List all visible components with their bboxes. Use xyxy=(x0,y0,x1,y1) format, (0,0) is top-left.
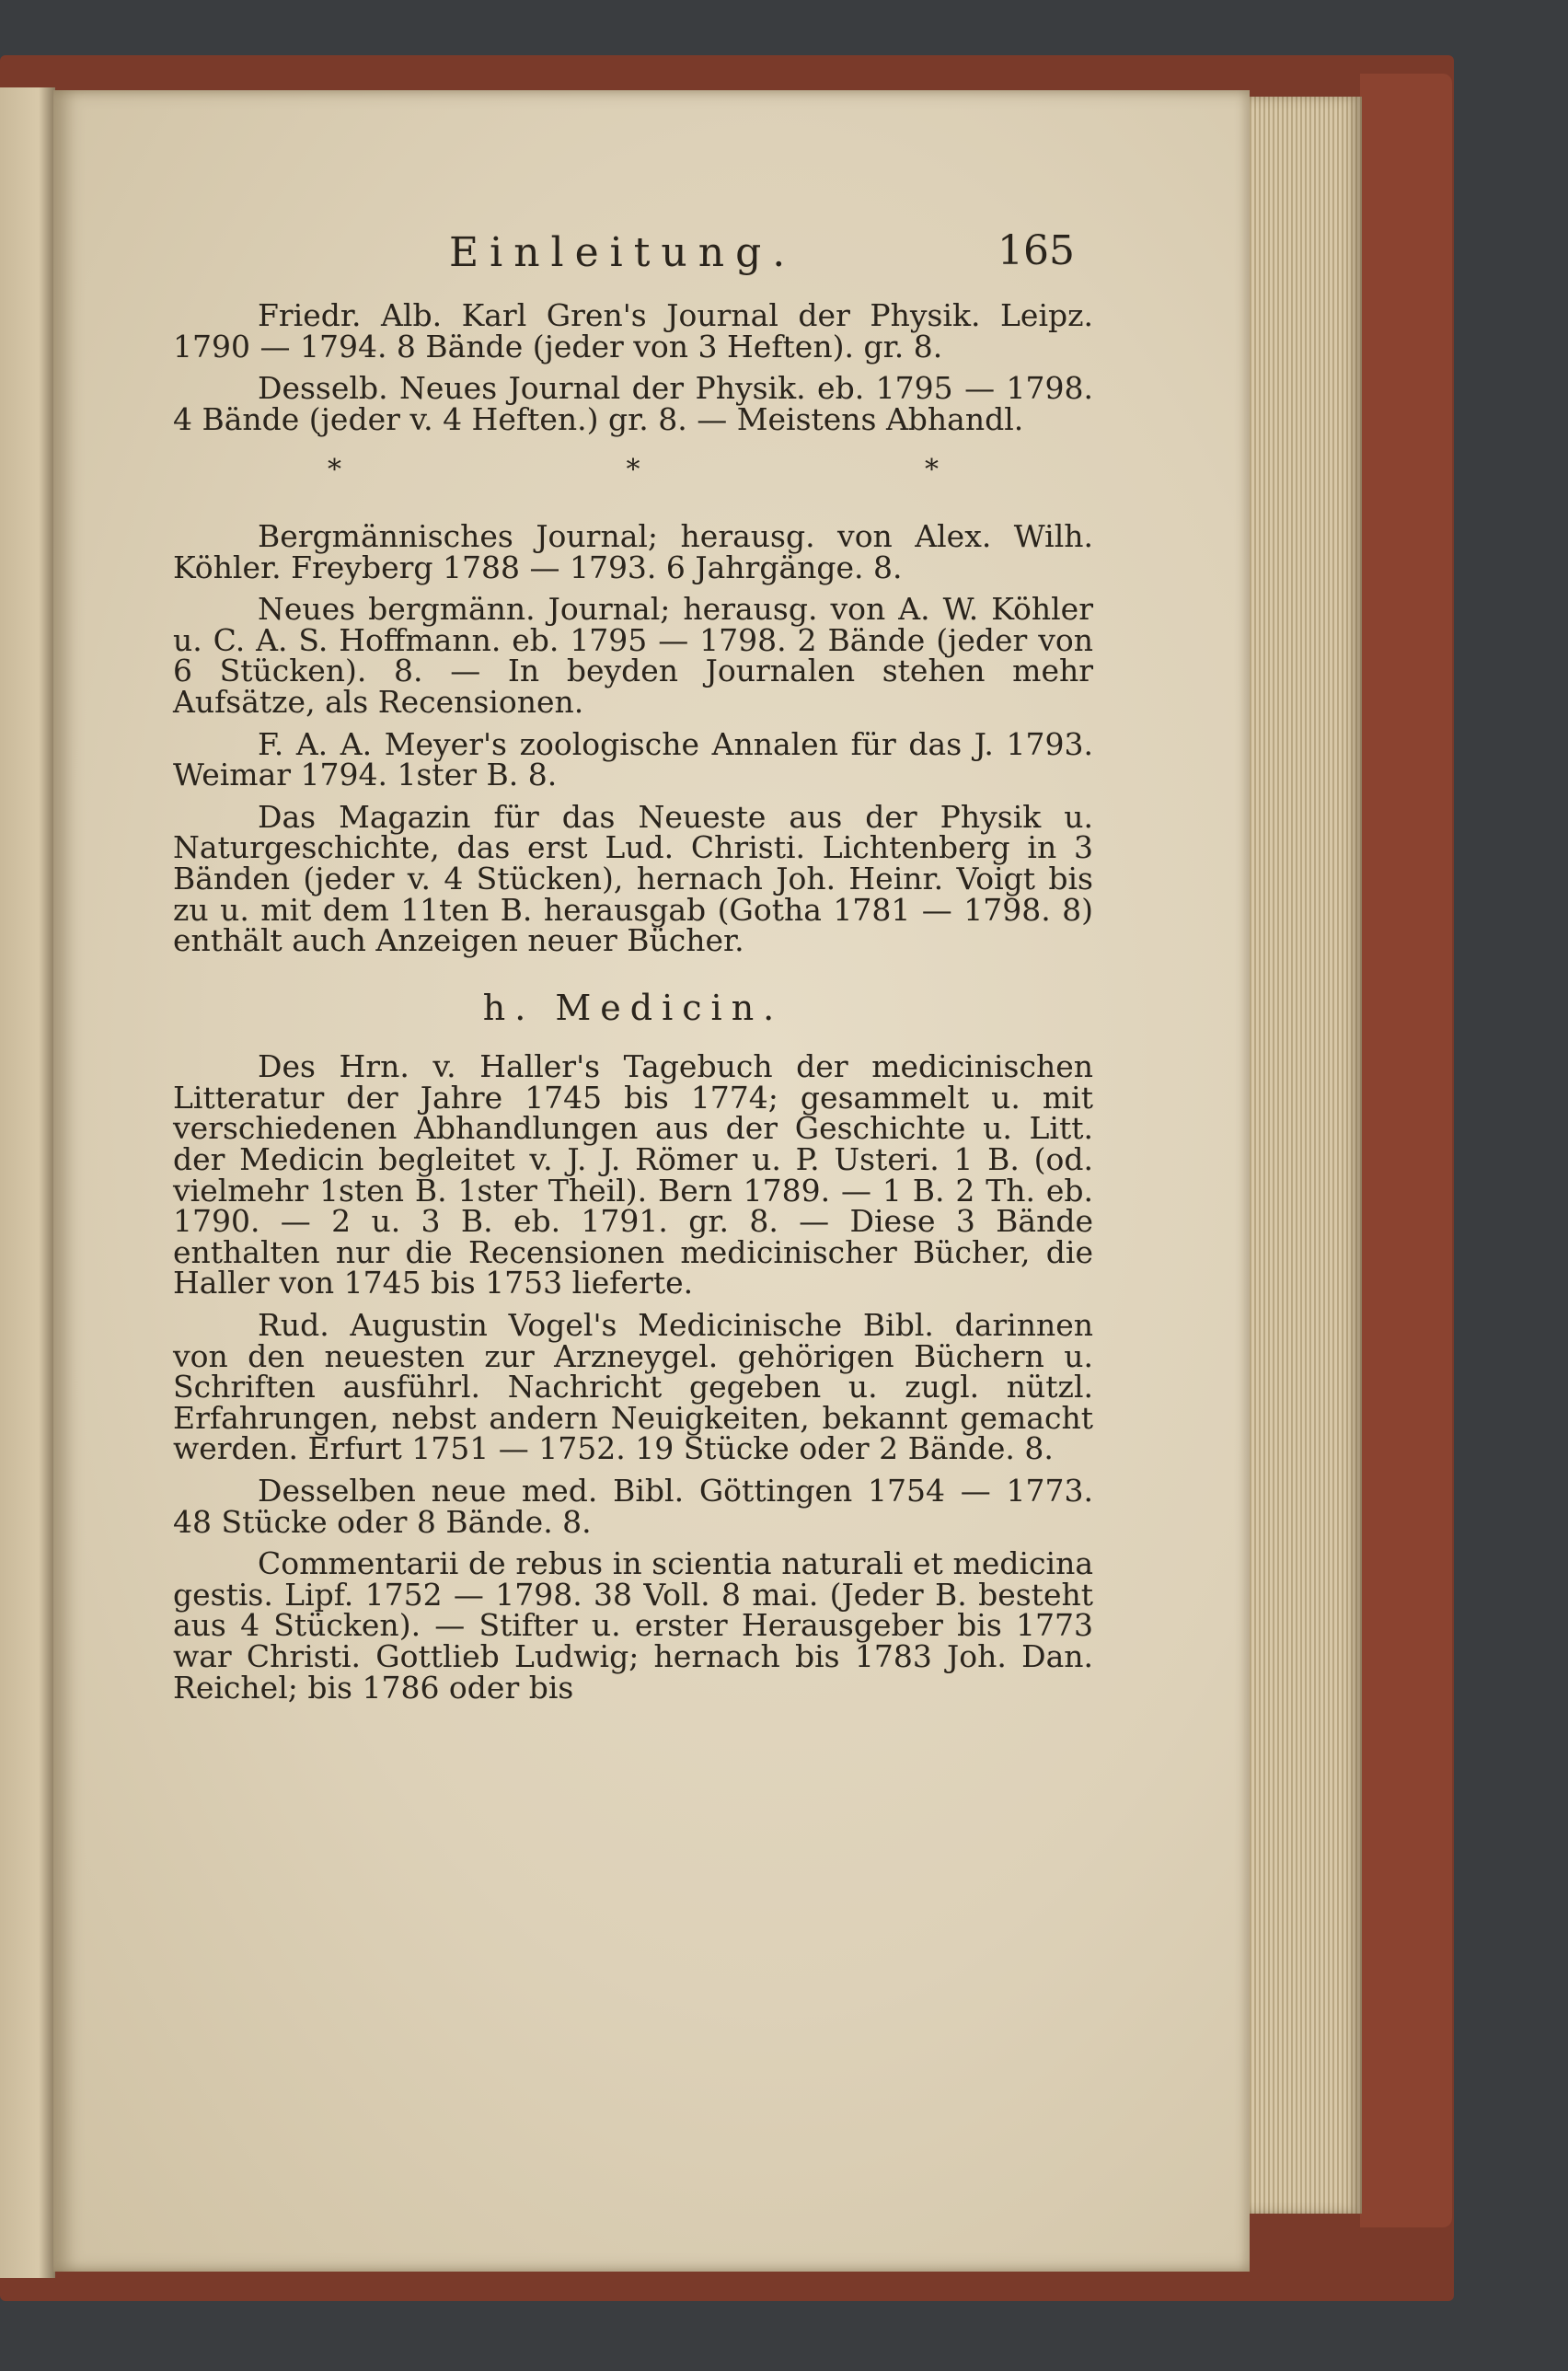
bibliography-entry: Rud. Augustin Vogel's Medicinische Bibl. darinnen von den neuesten zur Arzneygel. gehörigen Büchern u. Schriften ausführl. Nachricht gegeben u. zugl. nützl. Erfahrungen, nebst andern Neuigkeiten, bekannt gemacht werden. Erfurt 1751 — 1752. 19 Stücke oder 2 Bände. 8. xyxy=(173,1307,1093,1467)
running-head xyxy=(173,227,1093,300)
facing-page-edge xyxy=(0,87,55,2278)
bibliography-entry: Desselb. Neues Journal der Physik. eb. 1795 — 1798. 4 Bände (jeder v. 4 Heften.) gr. 8. — Meistens Abhandl. xyxy=(173,370,1093,437)
bibliography-entry: Commentarii de rebus in scientia naturali et medicina gestis. Lipf. 1752 — 1798. 38 Voll. 8 mai. (Jeder B. besteht aus 4 Stücken). — Stifter u. erster Herausgeber bis 1773 war Christi. Gottlieb Ludwig; hernach bis 1783 Joh. Dan. Reichel; bis 1786 oder bis xyxy=(173,1545,1093,1706)
book-cover-edge xyxy=(1360,74,1452,2227)
section-heading: h. Medicin. xyxy=(482,987,784,1028)
running-title: Einleitung. xyxy=(449,229,797,276)
bibliography-entry: Bergmännisches Journal; herausg. von Alex. Wilh. Köhler. Freyberg 1788 — 1793. 6 Jahrgänge. 8. xyxy=(173,517,1093,585)
bibliography-entry: F. A. A. Meyer's zoologische Annalen für das J. 1793. Weimar 1794. 1ster B. 8. xyxy=(173,725,1093,793)
bibliography-entry: Friedr. Alb. Karl Gren's Journal der Physik. Leipz. 1790 — 1794. 8 Bände (jeder von 3 Heften). gr. 8. xyxy=(173,297,1093,364)
bibliography-entry: Des Hrn. v. Haller's Tagebuch der medicinischen Litteratur der Jahre 1745 bis 1774; gesammelt u. mit verschiedenen Abhandlungen aus der Geschichte u. Litt. der Medicin begleitet v. J. J. Römer u. P. Usteri. 1 B. (od. vielmehr 1sten B. 1ster Theil). Bern 1789. — 1 B. 2 Th. eb. 1790. — 2 u. 3 B. eb. 1791. gr. 8. — Diese 3 Bände enthalten nur die Recensionen medicinischer Bücher, die Haller von 1745 bis 1753 lieferte. xyxy=(173,1048,1093,1301)
page-fore-edges xyxy=(1242,97,1362,2214)
page-text xyxy=(173,227,1093,1714)
bibliography-entry: Desselben neue med. Bibl. Göttingen 1754 — 1773. 48 Stücke oder 8 Bände. 8. xyxy=(173,1473,1093,1540)
page-number: 165 xyxy=(997,227,1075,274)
bibliography-entry: Neues bergmänn. Journal; herausg. von A. W. Köhler u. C. A. S. Hoffmann. eb. 1795 — 1798. 2 Bände (jeder von 6 Stücken). 8. — In beyden Journalen stehen mehr Aufsätze, als Recensionen. xyxy=(173,591,1093,720)
asterism-divider: * * * xyxy=(327,454,1078,487)
bibliography-entry: Das Magazin für das Neueste aus der Physik u. Naturgeschichte, das erst Lud. Christi. Lichtenberg in 3 Bänden (jeder v. 4 Stücken), hernach Joh. Heinr. Voigt bis zu u. mit dem 11ten B. herausgab (Gotha 1781 — 1798. 8) enthält auch Anzeigen neuer Bücher. xyxy=(173,798,1093,959)
